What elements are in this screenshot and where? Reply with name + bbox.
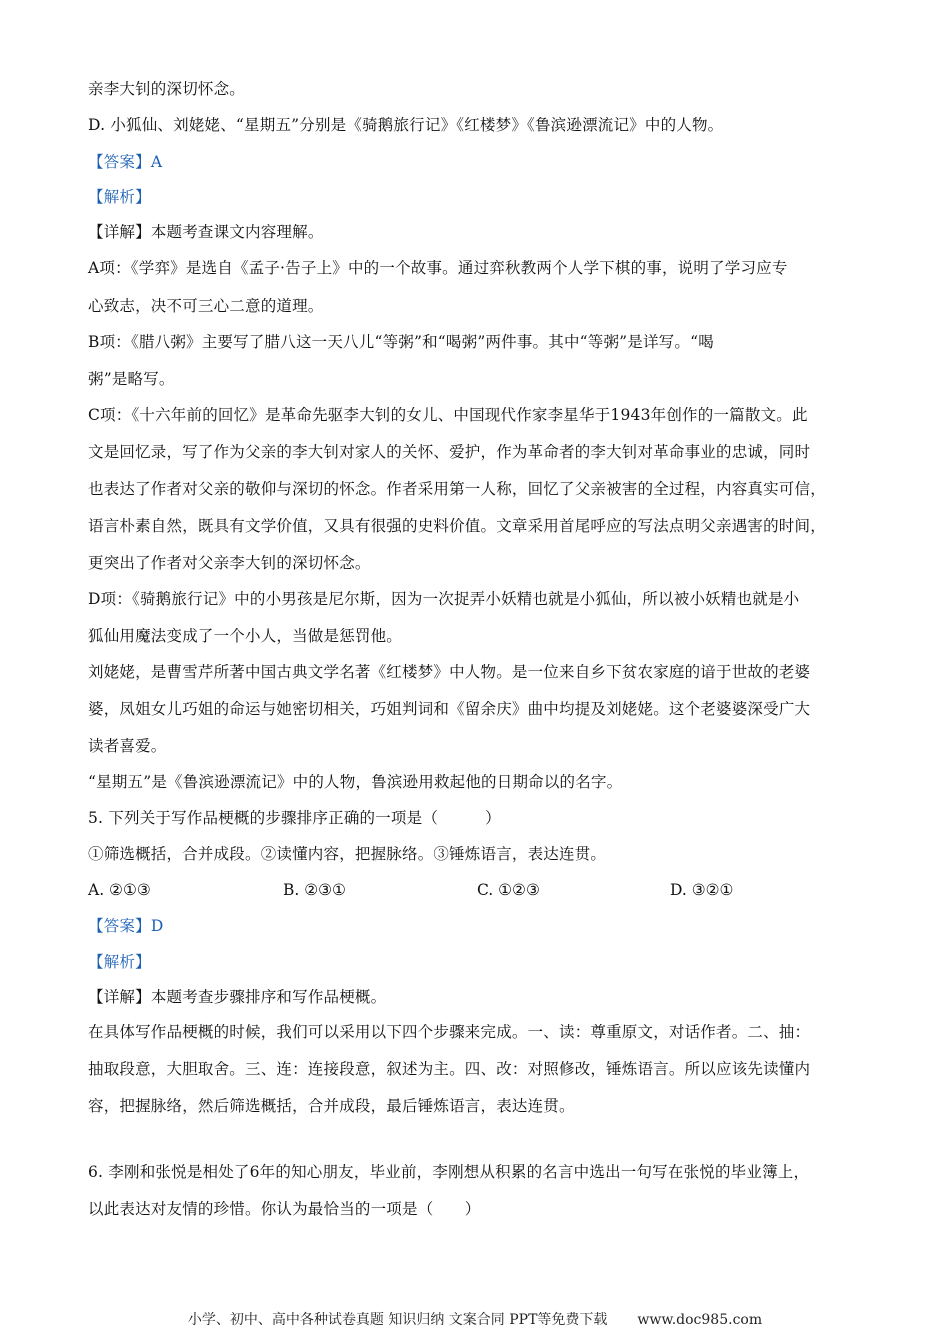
analysis-tag: 【解析】 — [88, 188, 151, 206]
question-5-steps: ①筛选概括，合并成段。②读懂内容，把握脉络。③锤炼语言，表达连贯。 — [88, 845, 607, 863]
text-line: D项：《骑鹅旅行记》中的小男孩是尼尔斯，因为一次捉弄小妖精也就是小狐仙，所以被小妖精也就是小 — [88, 590, 800, 608]
option-b: B. ②③① — [283, 881, 346, 899]
footer-url[interactable]: www.doc985.com — [637, 1312, 763, 1328]
text-line: 容，把握脉络，然后筛选概括，合并成段，最后锤炼语言，表达连贯。 — [88, 1097, 575, 1115]
text-line: 语言朴素自然，既具有文学价值，又具有很强的史料价值。文章采用首尾呼应的写法点明父亲遇害的时间， — [88, 517, 826, 535]
text-line: 婆，凤姐女儿巧姐的命运与她密切相关，巧姐判词和《留余庆》曲中均提及刘姥姥。这个老婆婆深受广大 — [88, 700, 811, 718]
text-line: 在具体写作品梗概的时候，我们可以采用以下四个步骤来完成。一、读：尊重原文，对话作者。二、抽： — [88, 1023, 811, 1041]
text-line: B项：《腊八粥》主要写了腊八这一天八儿“等粥”和“喝粥”两件事。其中“等粥”是详写。“喝 — [88, 333, 714, 351]
footer-text: 小学、初中、高中各种试卷真题 知识归纳 文案合同 PPT等免费下载 — [187, 1312, 608, 1328]
text-line: 也表达了作者对父亲的敬仰与深切的怀念。作者采用第一人称，回忆了父亲被害的全过程，内容真实可信， — [88, 480, 826, 498]
question-6-stem-cont: 以此表达对友情的珍惜。你认为最恰当的一项是（ ） — [88, 1200, 481, 1218]
analysis-line — [88, 187, 890, 207]
answer-line — [88, 152, 890, 172]
answer-tag: 【答案】 — [88, 153, 151, 171]
analysis-tag: 【解析】 — [88, 953, 151, 971]
text-line: 狐仙用魔法变成了一个小人，当做是惩罚他。 — [88, 627, 403, 645]
option-d: D. ③②① — [670, 881, 734, 899]
text-line: 亲李大钊的深切怀念。 — [88, 80, 246, 98]
text-line: A项：《学弈》是选自《孟子·告子上》中的一个故事。通过弈秋教两个人学下棋的事，说明了学习应专 — [88, 259, 788, 277]
detail-text: 本题考查步骤排序和写作品梗概。 — [150, 988, 387, 1006]
text-line: 抽取段意，大胆取舍。三、连：连接段意，叙述为主。四、改：对照修改，锤炼语言。所以应该先读懂内 — [88, 1060, 811, 1078]
detail-tag: 【详解】 — [88, 988, 151, 1006]
option-c: C. ①②③ — [477, 881, 540, 899]
text-line: 粥”是略写。 — [88, 370, 175, 388]
option-a: A. ②①③ — [88, 881, 151, 899]
text-line: 刘姥姥，是曹雪芹所著中国古典文学名著《红楼梦》中人物。是一位来自乡下贫农家庭的谙于世故的老婆 — [88, 663, 811, 681]
answer-line — [88, 916, 890, 936]
text-line: 读者喜爱。 — [88, 737, 167, 755]
answer-tag: 【答案】 — [88, 917, 151, 935]
question-5-stem: 5. 下列关于写作品梗概的步骤排序正确的一项是（ ） — [88, 809, 501, 827]
detail-tag: 【详解】 — [88, 223, 151, 241]
text-line: 心致志，决不可三心二意的道理。 — [88, 297, 324, 315]
text-line: C项：《十六年前的回忆》是革命先驱李大钊的女儿、中国现代作家李星华于1943年创作的一篇散文。此 — [88, 406, 808, 424]
page-footer — [0, 1309, 950, 1329]
text-line: 文是回忆录，写了作为父亲的李大钊对家人的关怀、爱护，作为革命者的李大钊对革命事业的忠诚，同时 — [88, 443, 811, 461]
answer-value: D — [150, 917, 164, 935]
text-line: D. 小狐仙、刘姥姥、“星期五”分别是《骑鹅旅行记》《红楼梦》《鲁滨逊漂流记》中的人物。 — [88, 116, 724, 134]
analysis-line — [88, 952, 890, 972]
text-line: “星期五”是《鲁滨逊漂流记》中的人物，鲁滨逊用救起他的日期命以的名字。 — [88, 773, 623, 791]
detail-text: 本题考查课文内容理解。 — [150, 223, 324, 241]
text-line: 更突出了作者对父亲李大钊的深切怀念。 — [88, 554, 371, 572]
detail-line — [88, 222, 890, 242]
answer-value: A — [150, 153, 163, 171]
question-6-stem: 6. 李刚和张悦是相处了6年的知心朋友，毕业前，李刚想从积累的名言中选出一句写在张悦的毕业簿上， — [88, 1163, 810, 1181]
detail-line — [88, 987, 890, 1007]
